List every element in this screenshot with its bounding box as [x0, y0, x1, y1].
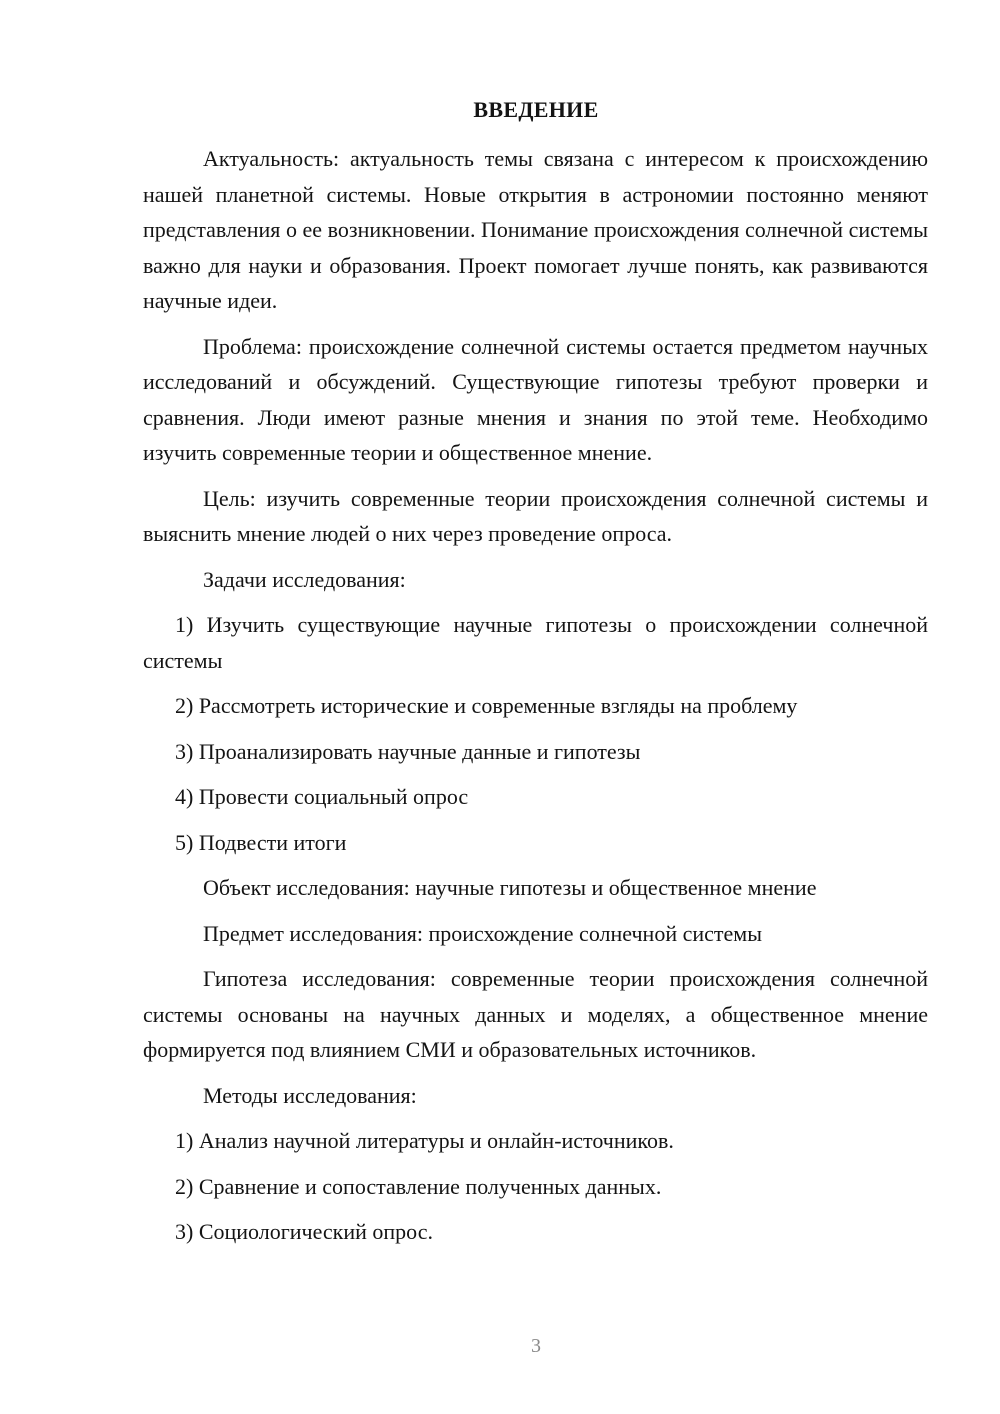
method-item-2: 2) Сравнение и сопоставление полученных данных.: [175, 1173, 662, 1199]
goal-paragraph: Цель: изучить современные теории происхождения солнечной системы и выяснить мнение людей о них через проведение опроса.: [143, 485, 928, 546]
task-item-2: 2) Рассмотреть исторические и современные взгляды на проблему: [175, 693, 798, 718]
research-object: Объект исследования: научные гипотезы и общественное мнение: [203, 875, 817, 900]
hypothesis-paragraph: Гипотеза исследования: современные теории происхождения солнечной системы основаны на научных данных и моделях, а общественное мнение формируется под влиянием СМИ и образовательных источников.: [143, 966, 928, 1062]
method-item-1: 1) Анализ научной литературы и онлайн-источников.: [175, 1128, 674, 1153]
research-subject: Предмет исследования: происхождение солнечной системы: [203, 920, 762, 946]
task-item-3: 3) Проанализировать научные данные и гипотезы: [175, 738, 641, 764]
task-item-4: 4) Провести социальный опрос: [175, 784, 469, 809]
tasks-heading: Задачи исследования:: [203, 566, 406, 592]
document-body: [143, 141, 928, 1250]
relevance-paragraph: Актуальность: актуальность темы связана с интересом к происхождению нашей планетной системы. Новые открытия в астрономии постоянно меняют представления о ее возникновении. Понимание происхождения солнечной системы важно для науки и образования. Проект помогает лучше понять, как развиваются научные идеи.: [143, 146, 928, 313]
methods-heading: Методы исследования:: [203, 1082, 417, 1108]
section-title: ВВЕДЕНИЕ: [473, 97, 599, 122]
problem-paragraph: Проблема: происхождение солнечной системы остается предметом научных исследований и обсуждений. Существующие гипотезы требуют проверки и сравнения. Люди имеют разные мнения и знания по этой теме. Необходимо изучить современные теории и общественное мнение.: [143, 333, 928, 465]
page-number: 3: [531, 1335, 541, 1357]
task-item-5: 5) Подвести итоги: [175, 829, 347, 855]
method-item-3: 3) Социологический опрос.: [175, 1219, 433, 1244]
task-item-1: 1) Изучить существующие научные гипотезы о происхождении солнечной системы: [143, 612, 928, 673]
